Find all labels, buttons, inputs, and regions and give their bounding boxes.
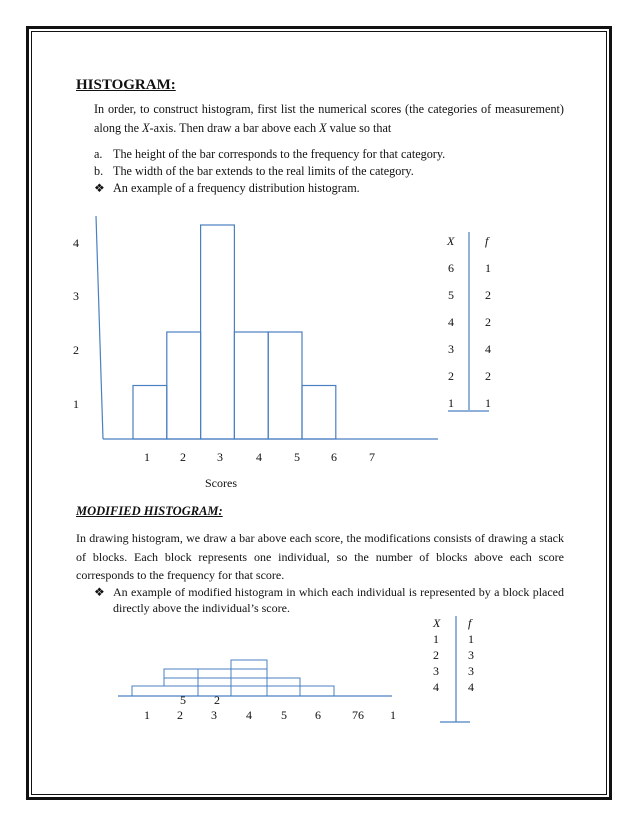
table-cell: 2 [485,369,491,383]
table-cell: 3 [433,664,439,678]
hist2-x-tick: 2 [177,708,183,722]
intro-text-2: -axis. Then draw a bar above each [149,121,320,135]
table-cell: 1 [485,261,491,275]
list-text: An example of a frequency distribution histogram. [113,181,360,195]
hist1-bars [133,225,336,439]
table-cell: 1 [468,632,474,646]
hist2-stray-label: 5 [180,693,186,707]
table-cell: 2 [485,315,491,329]
hist1-bar-3 [201,225,235,439]
list-marker: b. [94,164,104,178]
hist1-bar-5 [268,332,302,439]
block-row [231,660,267,669]
table-cell: 4 [433,680,439,694]
hist2-x-tick: 1 [144,708,150,722]
table-cell: 2 [448,369,454,383]
modified-histogram [118,616,474,722]
hist2-x-tick: 4 [246,708,252,722]
table-cell: 4 [448,315,454,329]
hist1-bar-2 [167,332,201,439]
block-row [164,678,300,686]
hist1-y-tick: 3 [73,289,79,303]
hist1-y-tick: 4 [73,236,79,250]
hist1-x-tick: 2 [180,450,186,464]
hist1-table-header-x: X [447,234,455,248]
hist1-x-tick: 1 [144,450,150,464]
table-cell: 2 [485,288,491,302]
table-cell: 4 [468,680,474,694]
table-cell: 4 [485,342,491,356]
bullet-text: An example of modified histogram in which each individual is represented by a block placed directly above the individual’s score. [113,585,564,615]
hist2-x-tick: 6 [315,708,321,722]
intro-text-1: In order, to construct histogram, first list the numerical scores (the categories of measurement) along the [94,102,564,135]
hist2-x-tick: 1 [390,708,396,722]
hist1-x-tick: 7 [369,450,375,464]
list-text: The width of the bar extends to the real limits of the category. [113,164,414,178]
hist1-bar-4 [234,332,268,439]
hist2-table-header-f: f [468,616,472,630]
table-cell: 6 [448,261,454,275]
modified-histogram-paragraph: In drawing histogram, we draw a bar above each score, the modifications consists of drawing a stack of blocks. Each block represents one individual, so the number of blocks above each score corresponds to the frequency for that score. [76,531,564,582]
hist2-stray-label: 2 [214,693,220,707]
hist1-x-tick: 3 [217,450,223,464]
hist1-bar-1 [133,386,167,440]
modified-histogram-heading: MODIFIED HISTOGRAM: [76,504,223,518]
hist1-x-tick: 5 [294,450,300,464]
hist1-x-tick: 4 [256,450,262,464]
table-cell: 3 [448,342,454,356]
table-cell: 2 [433,648,439,662]
hist1-y-tick: 2 [73,343,79,357]
modified-histogram-bullet [94,584,564,616]
list-text: The height of the bar corresponds to the frequency for that category. [113,147,446,161]
hist1-y-axis [96,216,103,439]
diamond-bullet-icon: ❖ [94,585,105,599]
hist2-x-tick: 5 [281,708,287,722]
table-cell: 1 [448,396,454,410]
hist2-x-tick: 3 [211,708,217,722]
hist1-x-label: Scores [205,476,237,490]
block-row [164,669,267,678]
table-cell: 1 [433,632,439,646]
hist1-x-tick: 6 [331,450,337,464]
diamond-bullet-icon: ❖ [94,181,105,195]
table-cell: 3 [468,664,474,678]
histogram-heading: HISTOGRAM: [76,77,176,93]
intro-x-2: X [319,121,327,135]
block-row [132,686,334,696]
list-marker: a. [94,147,103,161]
intro-text-3: value so that [326,121,392,135]
table-cell: 1 [485,396,491,410]
hist2-x-tick: 76 [352,708,364,722]
hist1-bar-6 [302,386,336,440]
table-cell: 5 [448,288,454,302]
hist1-table-header-f: f [485,234,489,248]
table-cell: 3 [468,648,474,662]
hist2-table-header-x: X [433,616,441,630]
hist1-y-tick: 1 [73,397,79,411]
histogram-1 [73,216,491,490]
intro-x-1: X [142,121,150,135]
